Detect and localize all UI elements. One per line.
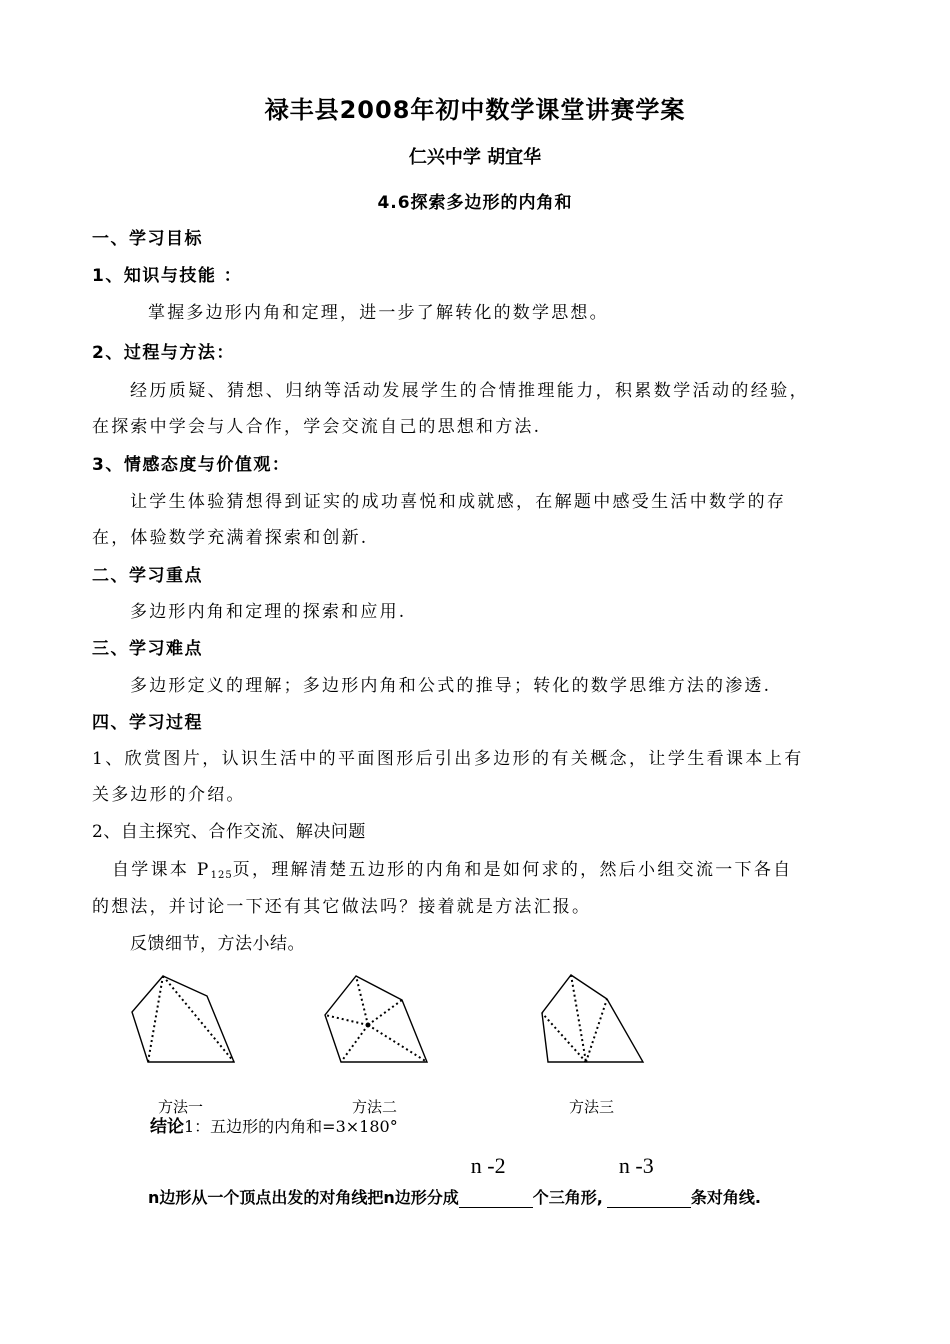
difficulties-text: 多边形定义的理解；多边形内角和公式的推导；转化的数学思维方法的渗透. <box>130 676 772 696</box>
emotion-values-text-1: 让学生体验猜想得到证实的成功喜悦和成就感，在解题中感受生活中数学的存 <box>130 492 787 512</box>
author-line: 仁兴中学 胡宜华 <box>408 147 542 168</box>
process-step1-line1: 1、欣赏图片，认识生活中的平面图形后引出多边形的有关概念，让学生看课本上有 <box>92 749 804 769</box>
subheading-process-method: 2、过程与方法： <box>92 343 235 363</box>
conclusion-line <box>150 1112 398 1137</box>
pentagon-method-3 <box>542 975 643 1062</box>
key-points-text: 多边形内角和定理的探索和应用. <box>130 602 407 622</box>
knowledge-skills-text: 掌握多边形内角和定理，进一步了解转化的数学思想。 <box>148 303 609 323</box>
subheading-emotion-values: 3、情感态度与价值观： <box>92 455 291 475</box>
process-step2-line1 <box>112 855 792 881</box>
method3-caption: 方法三 <box>569 1098 615 1116</box>
process-step2-line1-pre: 自学课本 P <box>112 860 211 880</box>
final-statement-part1: n边形从一个顶点出发的对角线把n边形分成 <box>148 1188 459 1207</box>
triangle-count-answer: n -2 <box>470 1153 506 1178</box>
process-method-text-1: 经历质疑、猜想、归纳等活动发展学生的合情推理能力，积累数学活动的经验， <box>130 381 809 401</box>
pentagon-method-1 <box>132 976 234 1062</box>
final-statement-part2: 个三角形, <box>532 1188 603 1207</box>
process-step2-line3: 反馈细节，方法小结。 <box>130 934 305 954</box>
process-step2-line1-post: 页，理解清楚五边形的内角和是如何求的，然后小组交流一下各自 <box>232 860 793 880</box>
process-method-text-2: 在探索中学会与人合作，学会交流自己的思想和方法. <box>92 417 542 437</box>
emotion-values-text-2: 在，体验数学充满着探索和创新. <box>92 528 369 548</box>
subheading-knowledge-skills: 1、知识与技能 ： <box>92 266 243 286</box>
pentagon-method-2 <box>325 976 427 1062</box>
final-statement-part3: 条对角线. <box>690 1188 761 1207</box>
final-statement <box>148 1153 761 1208</box>
process-step2-line2: 的想法，并讨论一下还有其它做法吗？接着就是方法汇报。 <box>92 897 592 917</box>
section-heading-goals: 一、学习目标 <box>92 229 203 249</box>
page-number-subscript: 125 <box>210 870 233 881</box>
process-step1-line2: 关多边形的介绍。 <box>92 785 246 805</box>
diagonal-count-blank <box>607 1153 691 1208</box>
triangle-count-blank <box>459 1153 533 1208</box>
process-step2-heading: 2、自主探究、合作交流、解决问题 <box>92 822 366 842</box>
pentagon-figures <box>120 965 660 1075</box>
conclusion-label: 结论 <box>150 1117 184 1137</box>
diagonal-count-answer: n -3 <box>618 1153 654 1178</box>
section-heading-key-points: 二、学习重点 <box>92 566 203 586</box>
method2-caption: 方法二 <box>352 1098 398 1116</box>
section-heading-process: 四、学习过程 <box>92 713 203 733</box>
method1-caption: 方法一 <box>158 1098 204 1116</box>
conclusion-text: 1：五边形的内角和=3×180° <box>184 1117 398 1136</box>
section-heading-difficulties: 三、学习难点 <box>92 639 203 659</box>
page-title: 禄丰县2008年初中数学课堂讲赛学案 <box>264 96 686 124</box>
lesson-subtitle: 4.6探索多边形的内角和 <box>377 193 573 213</box>
